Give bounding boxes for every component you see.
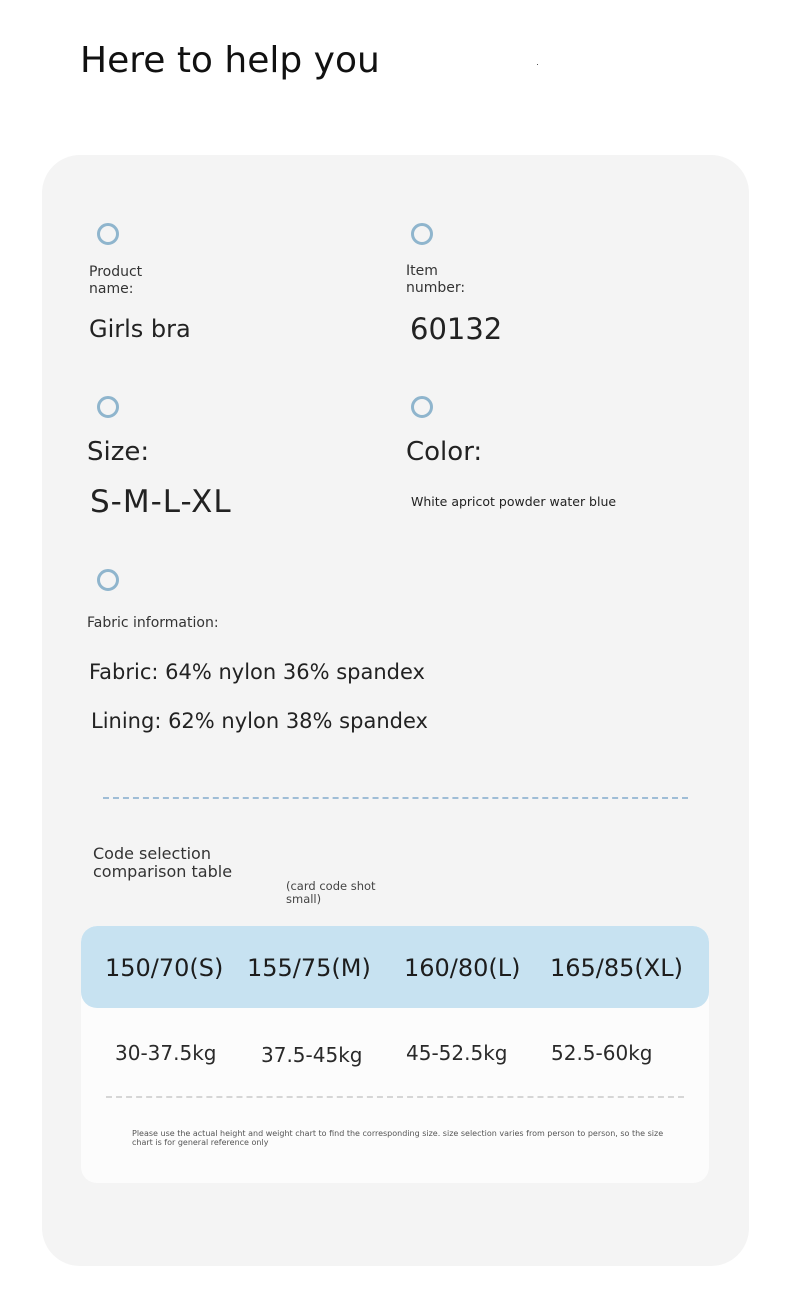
size-header-xl: 165/85(XL) — [550, 954, 683, 982]
product-name-value: Girls bra — [89, 315, 191, 343]
circle-bullet-icon — [97, 223, 119, 245]
circle-bullet-icon — [97, 569, 119, 591]
table-divider — [106, 1096, 684, 1098]
section-divider — [103, 797, 688, 799]
circle-bullet-icon — [97, 396, 119, 418]
size-value: S-M-L-XL — [90, 484, 232, 520]
color-label: Color: — [406, 437, 483, 467]
size-table-title: Code selection comparison table — [93, 844, 233, 881]
size-header-l: 160/80(L) — [404, 954, 521, 982]
fabric-info-label: Fabric information: — [87, 615, 219, 631]
weight-cell-s: 30-37.5kg — [115, 1041, 217, 1065]
weight-cell-xl: 52.5-60kg — [551, 1041, 653, 1065]
size-header-m: 155/75(M) — [247, 954, 371, 982]
color-value: White apricot powder water blue — [411, 494, 617, 509]
item-number-value: 60132 — [410, 312, 503, 346]
size-table-footnote: Please use the actual height and weight chart to find the corresponding size. size selection varies from person to person, so the size chart is for general reference only — [132, 1129, 664, 1147]
circle-bullet-icon — [411, 223, 433, 245]
page-title: Here to help you — [80, 40, 380, 81]
circle-bullet-icon — [411, 396, 433, 418]
size-label: Size: — [87, 437, 150, 467]
size-table-header — [81, 926, 709, 1008]
fabric-value: Fabric: 64% nylon 36% spandex — [89, 660, 425, 684]
item-number-label: Item number: — [406, 263, 466, 296]
weight-cell-l: 45-52.5kg — [406, 1041, 508, 1065]
weight-cell-m: 37.5-45kg — [261, 1043, 363, 1067]
size-table — [81, 926, 709, 1183]
size-table-note: (card code shot small) — [286, 879, 376, 906]
product-name-label: Product name: — [89, 264, 143, 297]
decorative-dot — [537, 64, 538, 65]
size-header-s: 150/70(S) — [105, 954, 224, 982]
lining-value: Lining: 62% nylon 38% spandex — [91, 709, 428, 733]
